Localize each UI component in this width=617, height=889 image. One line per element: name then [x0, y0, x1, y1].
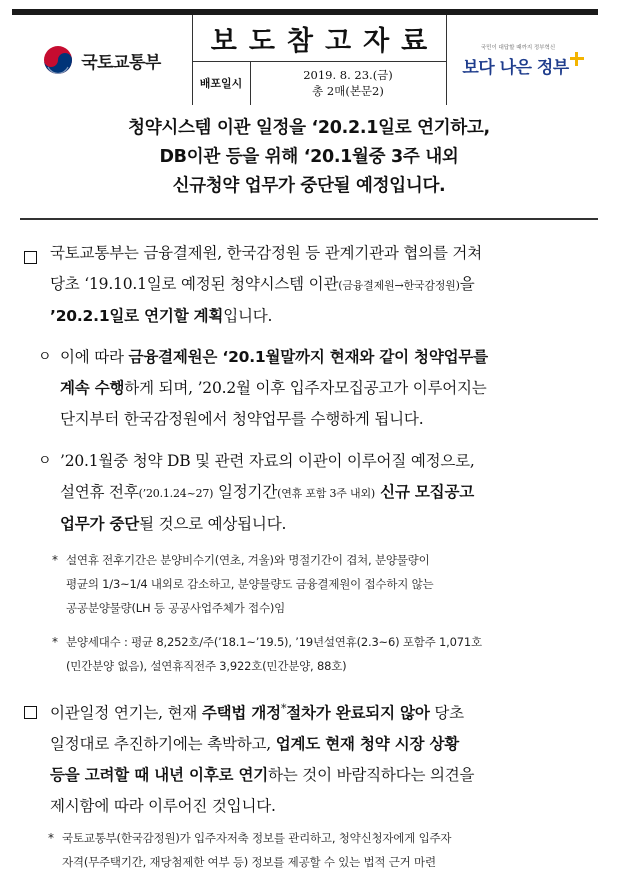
- distribution-date: 2019. 8. 23.(금): [303, 68, 393, 82]
- emphasis-text: 등을 고려할 때 내년 이후로 연기: [50, 766, 269, 785]
- text-line: 공공분양물량(LH 등 공공사업주체가 접수)임: [66, 601, 286, 615]
- slogan-small-text: 국민이 대답할 때까지 정부혁신: [480, 44, 556, 51]
- government-slogan-logo: [446, 15, 599, 105]
- section-1: [50, 238, 598, 332]
- footnote-1: [52, 548, 598, 620]
- press-title-box: [192, 15, 446, 62]
- inline-note: (금융결제원→한국감정원): [338, 279, 460, 292]
- text-line: 국토교통부는 금융결제원, 한국감정원 등 관계기관과 협의를 거쳐: [50, 244, 482, 262]
- inline-note: (’20.1.24~27): [138, 487, 214, 500]
- emphasis-text: 계속 수행: [60, 379, 125, 397]
- emphasis-text: ’20.2.1일로 연기할 계획: [50, 307, 224, 325]
- text-line: 분양세대수 : 평균 8,252호/주(’18.1~’19.5), ’19년설연휴(2.3~6) 포함주 1,071호: [66, 635, 482, 649]
- footnote-2: [52, 630, 598, 678]
- asterisk-marker: *: [52, 553, 58, 567]
- circle-bullet-marker: ㅇ: [38, 453, 52, 469]
- distribution-pages: 총 2매(본문2): [312, 84, 384, 98]
- asterisk-marker: *: [48, 831, 54, 845]
- text-line: 설연휴 전후(’20.1.24~27) 일정기간(연휴 포함 3주 내외) 신규 모집공고: [60, 483, 474, 501]
- emphasis-text: 금융결제원은 ‘20.1월말까지 현재와 같이 청약업무를: [128, 348, 488, 366]
- emphasis-text: 업계도 현재 청약 시장 상황: [275, 735, 460, 754]
- text-line: 당초 ‘19.10.1일로 예정된 청약시스템 이관(금융결제원→한국감정원)을: [50, 275, 475, 293]
- bullet-1: [60, 342, 598, 435]
- distribution-info: [250, 61, 446, 105]
- emphasis-text: 업무가 중단: [60, 515, 140, 533]
- square-bullet-icon: [24, 251, 37, 264]
- circle-bullet-marker: ㅇ: [38, 349, 52, 365]
- text-line: (민간분양 없음), 설연휴직전주 3,922호(민간분양, 88호): [66, 659, 347, 673]
- text-line: 계속 수행하게 되며, ’20.2월 이후 입주자모집공고가 이루어지는: [60, 379, 487, 397]
- divider: [20, 218, 598, 220]
- plus-icon: [570, 52, 584, 66]
- text-line: 국토교통부(한국감정원)가 입주자저축 정보를 관리하고, 청약신청자에게 입주자: [62, 831, 452, 845]
- text-line: 설연휴 전후기간은 분양비수기(연초, 겨울)와 명절기간이 겹쳐, 분양물량이: [66, 553, 430, 567]
- footnote-marker: *: [280, 702, 287, 715]
- slogan-row: [462, 53, 583, 78]
- text-line: 단지부터 한국감정원에서 청약업무를 수행하게 됩니다.: [60, 410, 424, 428]
- asterisk-marker: *: [52, 635, 58, 649]
- headline-line: DB이관 등을 위해 ‘20.1월중 3주 내외: [159, 147, 459, 167]
- inline-note: (연휴 포함 3주 내외): [277, 487, 375, 500]
- headline-line: 신규청약 업무가 중단될 예정입니다.: [172, 176, 446, 196]
- text-line: ’20.2.1일로 연기할 계획입니다.: [50, 307, 273, 325]
- emphasis-text: 주택법 개정: [201, 704, 281, 723]
- headline-line: 청약시스템 이관 일정을 ‘20.2.1일로 연기하고,: [128, 118, 490, 138]
- square-bullet-icon: [24, 706, 37, 719]
- text-line: 이에 따라 금융결제원은 ‘20.1월말까지 현재와 같이 청약업무를: [60, 348, 488, 366]
- taegeuk-icon: [43, 45, 73, 75]
- press-title: 보도참고자료: [210, 25, 440, 57]
- section-2: [50, 693, 598, 822]
- bullet-2: [60, 446, 598, 540]
- emphasis-text: 신규 모집공고: [374, 483, 474, 501]
- text-line: 업무가 중단될 것으로 예상됩니다.: [60, 515, 287, 533]
- text-line: 등을 고려할 때 내년 이후로 연기하는 것이 바람직하다는 의견을: [50, 766, 475, 785]
- text-line: 자격(무주택기간, 재당첨제한 여부 등) 정보를 제공할 수 있는 법적 근거 마련: [62, 855, 436, 869]
- ministry-name: 국토교통부: [81, 52, 161, 73]
- headline: [20, 114, 598, 201]
- press-header: [12, 9, 598, 105]
- ministry-logo: [12, 15, 193, 105]
- text-line: ’20.1월중 청약 DB 및 관련 자료의 이관이 이루어질 예정으로,: [60, 452, 475, 470]
- text-line: 일정대로 추진하기에는 촉박하고, 업계도 현재 청약 시장 상황: [50, 735, 460, 754]
- emphasis-text: 절차가 완료되지 않아: [286, 704, 430, 723]
- text-line: 평균의 1/3~1/4 내외로 감소하고, 분양물량도 금융결제원이 접수하지 않는: [66, 577, 434, 591]
- slogan-main-text: 보다 나은 정부: [462, 57, 569, 78]
- text-line: 제시함에 따라 이루어진 것입니다.: [50, 797, 276, 816]
- footnote-3: [48, 826, 598, 874]
- distribution-label: 배포일시: [192, 61, 251, 105]
- text-line: 이관일정 연기는, 현재 주택법 개정*절차가 완료되지 않아 당초: [50, 702, 464, 723]
